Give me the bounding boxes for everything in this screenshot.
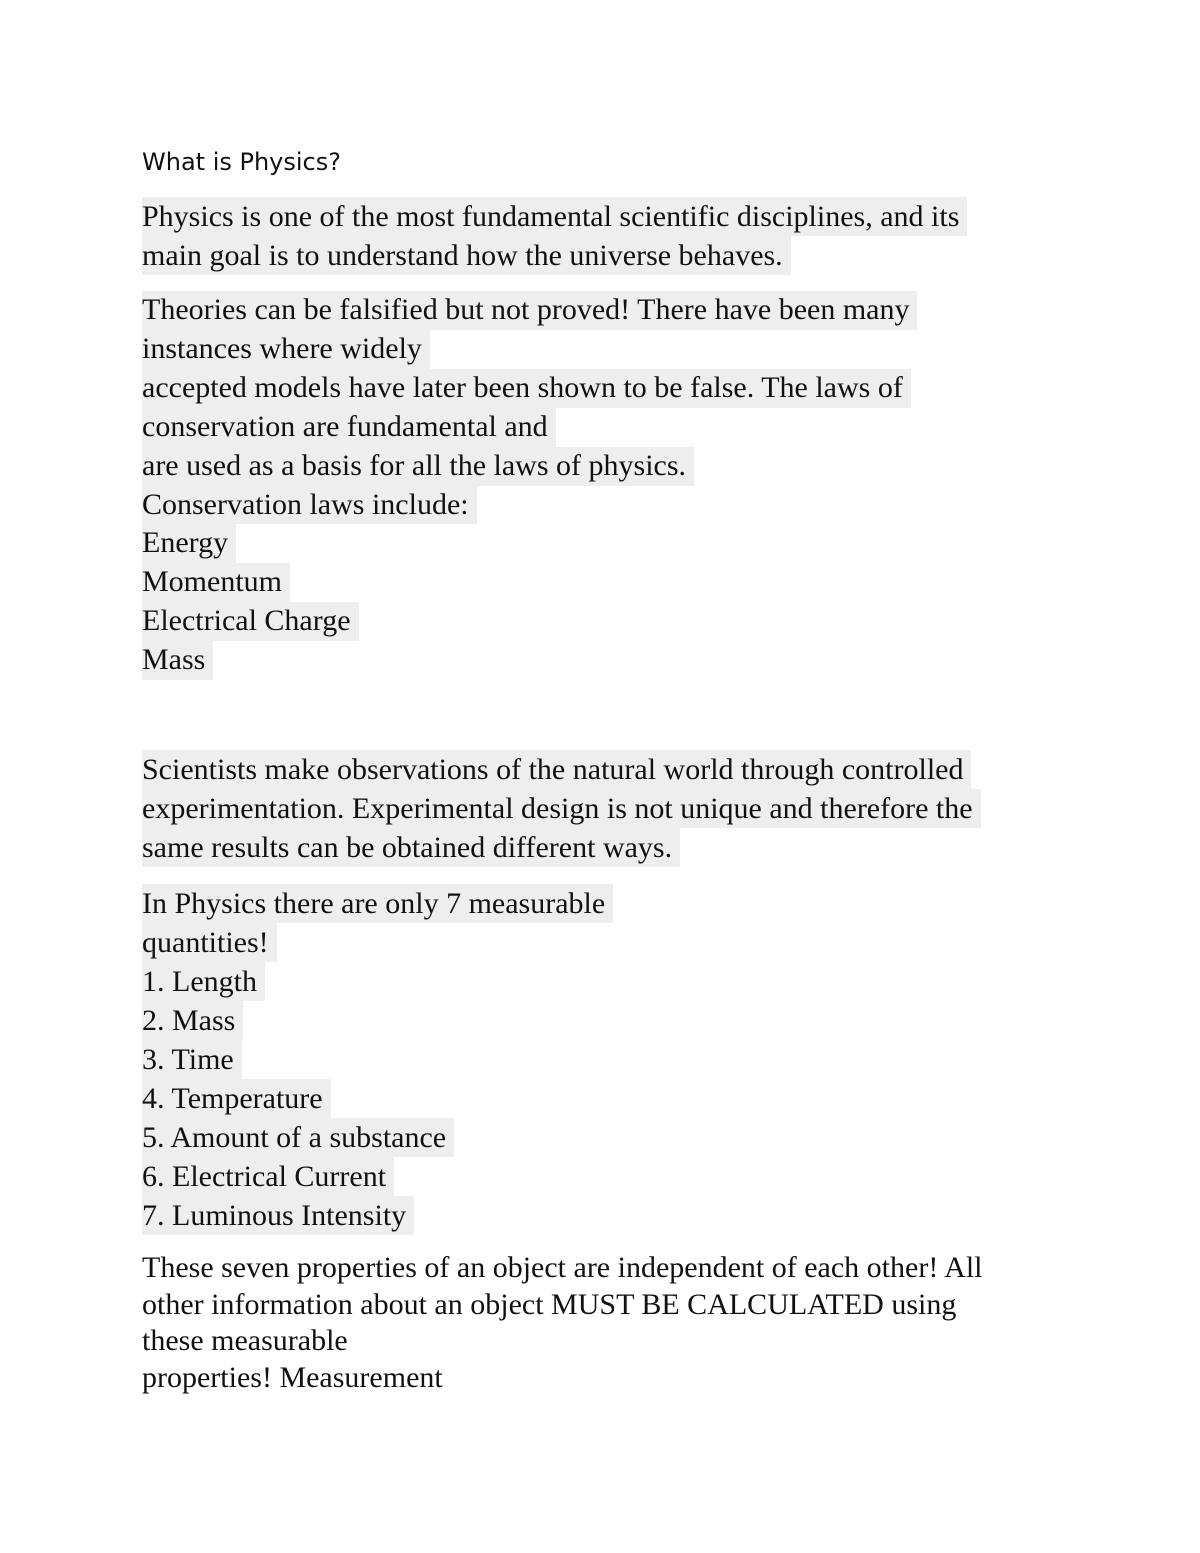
intro-paragraph xyxy=(142,197,967,275)
measurable-quantities-paragraph xyxy=(142,884,613,1235)
list-item: 6. Electrical Current xyxy=(142,1157,394,1196)
list-item: Mass xyxy=(142,641,213,680)
list-item: Electrical Charge xyxy=(142,602,359,641)
text-line: Conservation laws include: xyxy=(142,486,477,525)
list-item: Momentum xyxy=(142,563,290,602)
independent-properties-paragraph xyxy=(142,1250,990,1396)
list-item: 3. Time xyxy=(142,1040,242,1079)
text-line: experimentation. Experimental design is not unique and therefore the xyxy=(142,789,981,828)
document-title: What is Physics? xyxy=(142,148,341,176)
text-line: these measurable xyxy=(142,1324,348,1357)
list-item: 2. Mass xyxy=(142,1001,243,1040)
text-line: instances where widely xyxy=(142,330,430,369)
text-line: quantities! xyxy=(142,923,277,962)
list-item: Energy xyxy=(142,524,236,563)
text-line: same results can be obtained different ways. xyxy=(142,828,680,867)
theories-paragraph xyxy=(142,291,917,680)
text-line: properties! Measurement xyxy=(142,1360,443,1394)
text-line: These seven properties of an object are independent of each other! All xyxy=(142,1251,983,1284)
text-line: are used as a basis for all the laws of physics. xyxy=(142,447,694,486)
text-line: Theories can be falsified but not proved! There have been many xyxy=(142,291,917,330)
list-item: 4. Temperature xyxy=(142,1079,331,1118)
text-line: accepted models have later been shown to be false. The laws of xyxy=(142,369,911,408)
list-item: 5. Amount of a substance xyxy=(142,1118,454,1157)
text-line: main goal is to understand how the universe behaves. xyxy=(142,236,791,275)
text-line: other information about an object MUST BE CALCULATED using xyxy=(142,1287,957,1321)
text-line: conservation are fundamental and xyxy=(142,408,556,447)
text-line: In Physics there are only 7 measurable xyxy=(142,884,613,923)
scientists-paragraph xyxy=(142,750,981,867)
list-item: 7. Luminous Intensity xyxy=(142,1196,414,1235)
text-line: Physics is one of the most fundamental scientific disciplines, and its xyxy=(142,197,967,236)
list-item: 1. Length xyxy=(142,962,265,1001)
text-line: Scientists make observations of the natural world through controlled xyxy=(142,750,971,789)
